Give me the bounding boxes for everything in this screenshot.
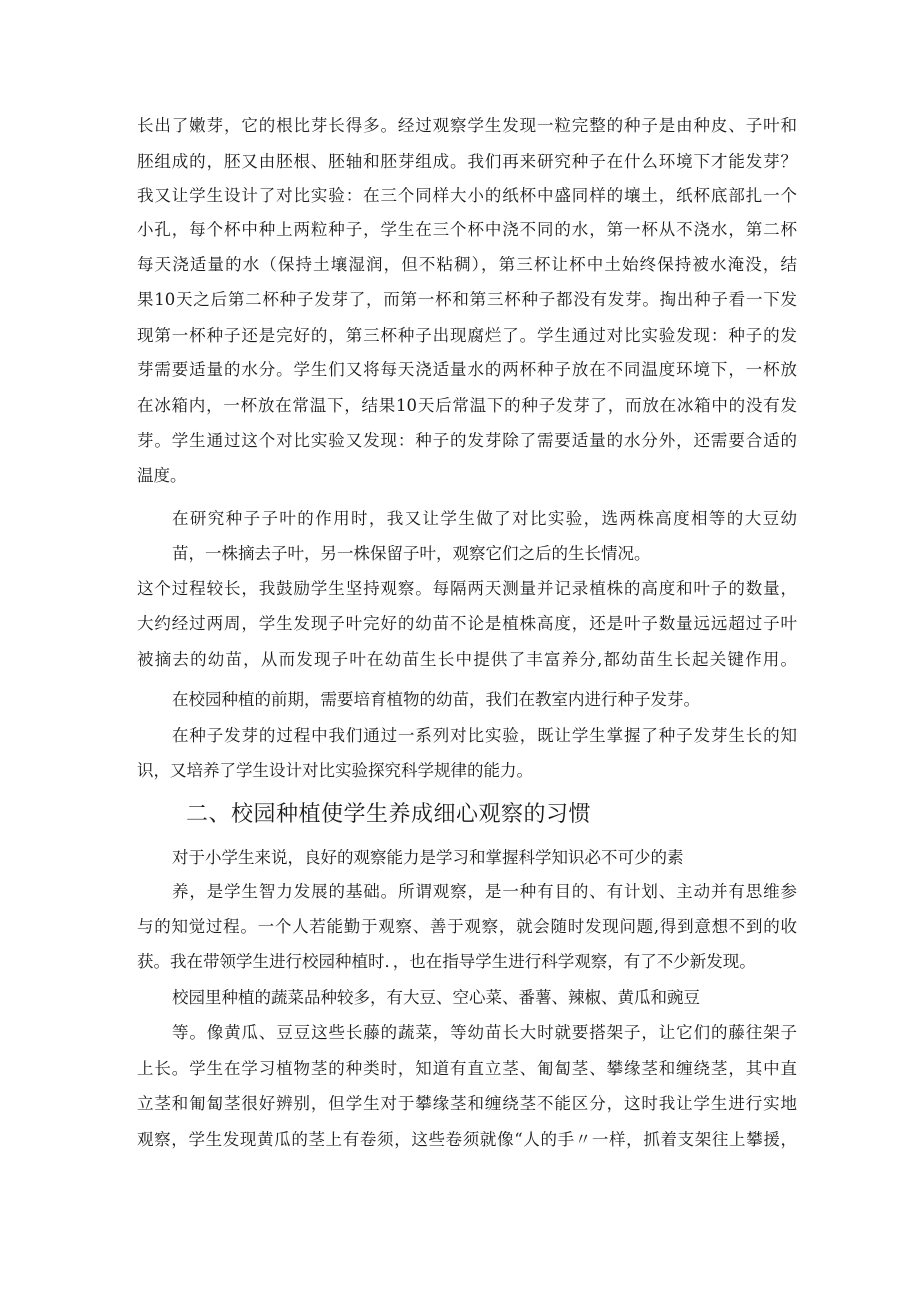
text-line: 这个过程较长，我鼓励学生坚持观察。每隔两天测量并记录植株的高度和叶子的数量， xyxy=(137,579,797,598)
text-line: 观察，学生发现黄瓜的茎上有卷须，这些卷须就像“人的手〃一样，抓着支架往上攀援， xyxy=(137,1130,797,1149)
paragraph-start: 在校园种植的前期，需要培育植物的幼苗，我们在教室内进行种子发芽。 xyxy=(172,690,700,709)
text-line: 大约经过两周，学生发现子叶完好的幼苗不论是植株高度，还是叶子数量远远超过子叶 xyxy=(137,614,797,633)
text-line: 苗，一株摘去子叶，另一株保留子叶，观察它们之后的生长情况。 xyxy=(172,544,651,563)
paragraph-start: 对于小学生来说，良好的观察能力是学习和掌握科学知识必不可少的素 xyxy=(172,848,684,867)
text-line: 温度。 xyxy=(137,466,187,485)
text-line: 胚组成的，胚又由胚根、胚轴和胚芽组成。我们再来研究种子在什么环境下才能发芽？ xyxy=(137,152,797,171)
paragraph-start: 在研究种子子叶的作用时，我又让学生做了对比实验，选两株高度相等的大豆幼 xyxy=(172,509,797,528)
text-line: 芽。学生通过这个对比实验又发现：种子的发芽除了需要适量的水分外，还需要合适的 xyxy=(137,431,797,450)
text-line: 养，是学生智力发展的基础。所谓观察，是一种有目的、有计划、主动并有思维参 xyxy=(172,882,797,901)
paragraph-start: 在种子发芽的过程中我们通过一系列对比实验，既让学生掌握了种子发芽生长的知 xyxy=(172,726,797,745)
text-line: 果10天之后第二杯种子发芽了，而第一杯和第三杯种子都没有发芽。掏出种子看一下发 xyxy=(137,290,797,309)
text-line: 芽需要适量的水分。学生们又将每天浇适量水的两杯种子放在不同温度环境下，一杯放 xyxy=(137,360,797,379)
text-line: 被摘去的幼苗，从而发现子叶在幼苗生长中提供了丰富养分,都幼苗生长起关键作用。 xyxy=(137,650,797,669)
text-line: 识，又培养了学生设计对比实验探究科学规律的能力。 xyxy=(137,761,533,780)
text-line: 每天浇适量的水（保持土壤湿润，但不粘稠），第三杯让杯中土始终保持被水淹没，结 xyxy=(137,255,797,274)
paragraph-start: 校园里种植的蔬菜品种较多，有大豆、空心菜、番薯、辣椒、黄瓜和豌豆 xyxy=(172,988,700,1007)
text-line: 与的知觉过程。一个人若能勤于观察、善于观察，就会随时发现问题,得到意想不到的收 xyxy=(137,917,797,936)
text-line: 等。像黄瓜、豆豆这些长藤的蔬菜，等幼苗长大时就要搭架子，让它们的藤往架子 xyxy=(172,1023,797,1042)
text-line: 获。我在带领学生进行校园种植时．，也在指导学生进行科学观察，有了不少新发现。 xyxy=(137,952,756,971)
text-line: 上长。学生在学习植物茎的种类时，知道有直立茎、匍匐茎、攀缘茎和缠绕茎，其中直 xyxy=(137,1059,797,1078)
text-line: 立茎和匍匐茎很好辨别，但学生对于攀缘茎和缠绕茎不能区分，这时我让学生进行实地 xyxy=(137,1094,797,1113)
text-line: 我又让学生设计了对比实验：在三个同样大小的纸杯中盛同样的壤土，纸杯底部扎一个 xyxy=(137,186,797,205)
text-line: 小孔，每个杯中种上两粒种子，学生在三个杯中浇不同的水，第一杯从不浇水，第二杯 xyxy=(137,220,797,239)
section-heading: 二、校园种植使学生养成细心观察的习惯 xyxy=(186,802,592,827)
text-line: 现第一杯种子还是完好的，第三杯种子出现腐烂了。学生通过对比实验发现：种子的发 xyxy=(137,326,797,345)
text-line: 长出了嫩芽，它的根比芽长得多。经过观察学生发现一粒完整的种子是由种皮、子叶和 xyxy=(137,116,797,135)
text-line: 在冰箱内，一杯放在常温下，结果10天后常温下的种子发芽了，而放在冰箱中的没有发 xyxy=(137,396,797,415)
